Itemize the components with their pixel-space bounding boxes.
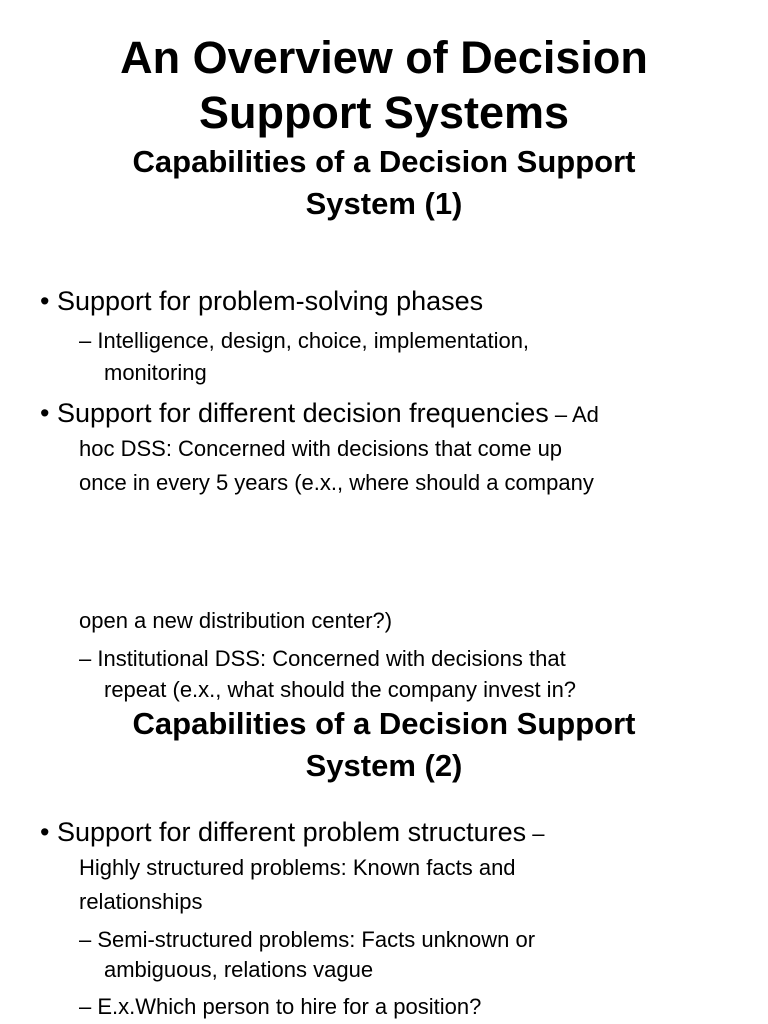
section-1-title-line-1: Capabilities of a Decision Support — [132, 144, 636, 179]
section-1-bullet-2-sub-line-2: repeat (e.x., what should the company invest in? — [104, 677, 577, 702]
section-2-bullet-1-sub-1-line-1: – Semi-structured problems: Facts unknown or — [79, 927, 536, 952]
section-2-bullet-1-line-2: Highly structured problems: Known facts and — [79, 855, 516, 880]
section-1-bullet-2-line-3: once in every 5 years (e.x., where should a company — [79, 470, 594, 495]
page-title-line-1: An Overview of Decision — [120, 32, 648, 83]
section-1-bullet-2-lead: • Support for different decision frequencies — [40, 398, 549, 428]
section-2-bullet-1-lead: • Support for different problem structures — [40, 817, 527, 847]
section-1-bullet-1-sub-line-1: – Intelligence, design, choice, implementation, — [79, 328, 530, 353]
section-1-bullet-1-sub-line-2: monitoring — [104, 360, 207, 385]
section-2-bullet-1-tail: – — [526, 821, 545, 846]
section-1-bullet-2-sub-line-1: – Institutional DSS: Concerned with decisions that — [79, 646, 566, 671]
section-2-title-line-2: System (2) — [305, 748, 463, 783]
section-1-bullet-2-line-4: open a new distribution center?) — [79, 608, 393, 633]
section-1-bullet-2 — [40, 397, 599, 431]
page-title-line-2: Support Systems — [198, 87, 570, 138]
section-1-bullet-2-tail: – Ad — [548, 402, 599, 427]
section-2-bullet-1-sub-1-line-2: ambiguous, relations vague — [104, 957, 374, 982]
section-2-title-line-1: Capabilities of a Decision Support — [132, 706, 636, 741]
section-2-bullet-1-line-3: relationships — [79, 889, 203, 914]
section-1-bullet-1: • Support for problem-solving phases — [40, 286, 484, 316]
section-2-bullet-1-sub-2: – E.x.Which person to hire for a position? — [79, 994, 482, 1019]
section-2-bullet-1 — [40, 816, 545, 850]
section-1-title-line-2: System (1) — [305, 186, 463, 221]
section-1-bullet-2-line-2: hoc DSS: Concerned with decisions that come up — [79, 436, 563, 461]
